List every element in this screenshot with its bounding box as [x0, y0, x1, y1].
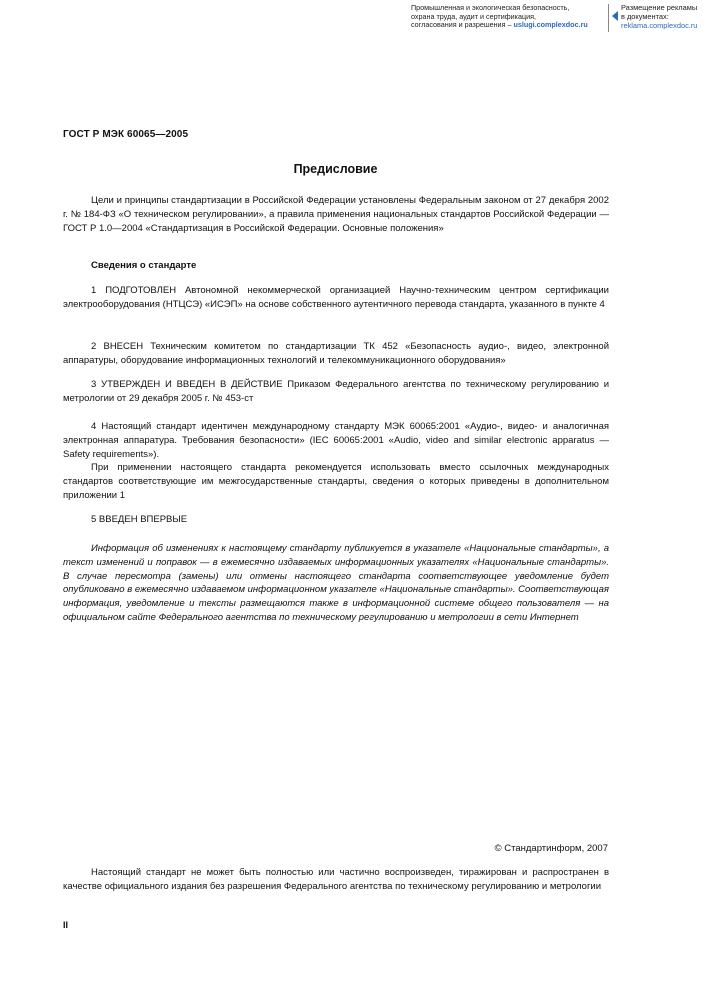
page-title: Предисловие: [293, 162, 378, 176]
info-heading: Сведения о стандарте: [91, 260, 197, 271]
advertising-ad-line: Размещение рекламы: [621, 3, 698, 12]
services-ad: [411, 4, 603, 30]
item-4-note-paragraph: При применении настоящего стандарта рекомендуется использовать вместо ссылочных международных стандартов соответствующие им межгосударственные стандарты, сведения о которых приведены в дополнительном приложении 1: [63, 462, 609, 501]
document-code: ГОСТ Р МЭК 60065—2005: [63, 129, 189, 140]
item-5-paragraph: 5 ВВЕДЕН ВПЕРВЫЕ: [91, 514, 188, 525]
copyright-line: © Стандартинформ, 2007: [494, 843, 608, 854]
services-ad-line: охрана труда, аудит и сертификация,: [411, 11, 536, 21]
advertising-ad-line: в документах:: [621, 11, 669, 21]
notice-paragraph: Информация об изменениях к настоящему стандарту публикуется в указателе «Национальные стандарты», а текст изменений и поправок — в ежемесячно издаваемых информационных указателях «Национальные стандарты». В случае пересмотра (замены) или отмены настоящего стандарта соответствующее уведомление будет опубликовано в ежемесячно издаваемом информационном указателе «Национальные стандарты». Соответствующая информация, уведомление и тексты размещаются также в информационной системе общего пользователя — на официальном сайте Федерального агентства по техническому регулированию и метрологии в сети Интернет: [63, 543, 609, 623]
intro-paragraph: Цели и принципы стандартизации в Российской Федерации установлены Федеральным законом от 27 декабря 2002 г. № 184-ФЗ «О техническом регулировании», а правила применения национальных стандартов Российской Федерации — ГОСТ Р 1.0—2004 «Стандартизация в Российской Федерации. Основные положения»: [63, 195, 609, 234]
item-4-paragraph: 4 Настоящий стандарт идентичен международному стандарту МЭК 60065:2001 «Аудио-, видео- и аналогичная электронная аппаратура. Требования безопасности» (IEC 60065:2001 «Audio, video and similar electronic apparatus — Safety requirements»).: [63, 421, 609, 460]
page-number: II: [63, 920, 69, 930]
ad-divider: [608, 4, 609, 32]
services-ad-line: [411, 21, 603, 30]
ad-banner: [411, 4, 707, 34]
services-ad-line: Промышленная и экологическая безопасность,: [411, 3, 570, 12]
advertising-ad: [621, 4, 711, 30]
services-link[interactable]: uslugi.complexdoc.ru: [513, 20, 588, 30]
reproduction-paragraph: Настоящий стандарт не может быть полностью или частично воспроизведен, тиражирован и распространен в качестве официального издания без разрешения Федерального агентства по техническому регулированию и метрологии: [63, 867, 609, 892]
services-ad-text: согласования и разрешения –: [411, 20, 514, 30]
item-1-paragraph: 1 ПОДГОТОВЛЕН Автономной некоммерческой организацией Научно-техническим центром сертификации электрооборудования (НТЦСЭ) «ИСЭП» на основе собственного аутентичного перевода стандарта, указанного в пункте 4: [63, 285, 609, 310]
arrow-left-icon: [612, 11, 618, 21]
advertising-link[interactable]: reklama.complexdoc.ru: [621, 20, 698, 30]
item-2-paragraph: 2 ВНЕСЕН Техническим комитетом по стандартизации ТК 452 «Безопасность аудио-, видео, электронной аппаратуры, оборудование информационных технологий и телекоммуникационного оборудования»: [63, 341, 609, 366]
item-3-paragraph: 3 УТВЕРЖДЕН И ВВЕДЕН В ДЕЙСТВИЕ Приказом Федерального агентства по техническому регулированию и метрологии от 29 декабря 2005 г. № 453-ст: [63, 379, 609, 404]
